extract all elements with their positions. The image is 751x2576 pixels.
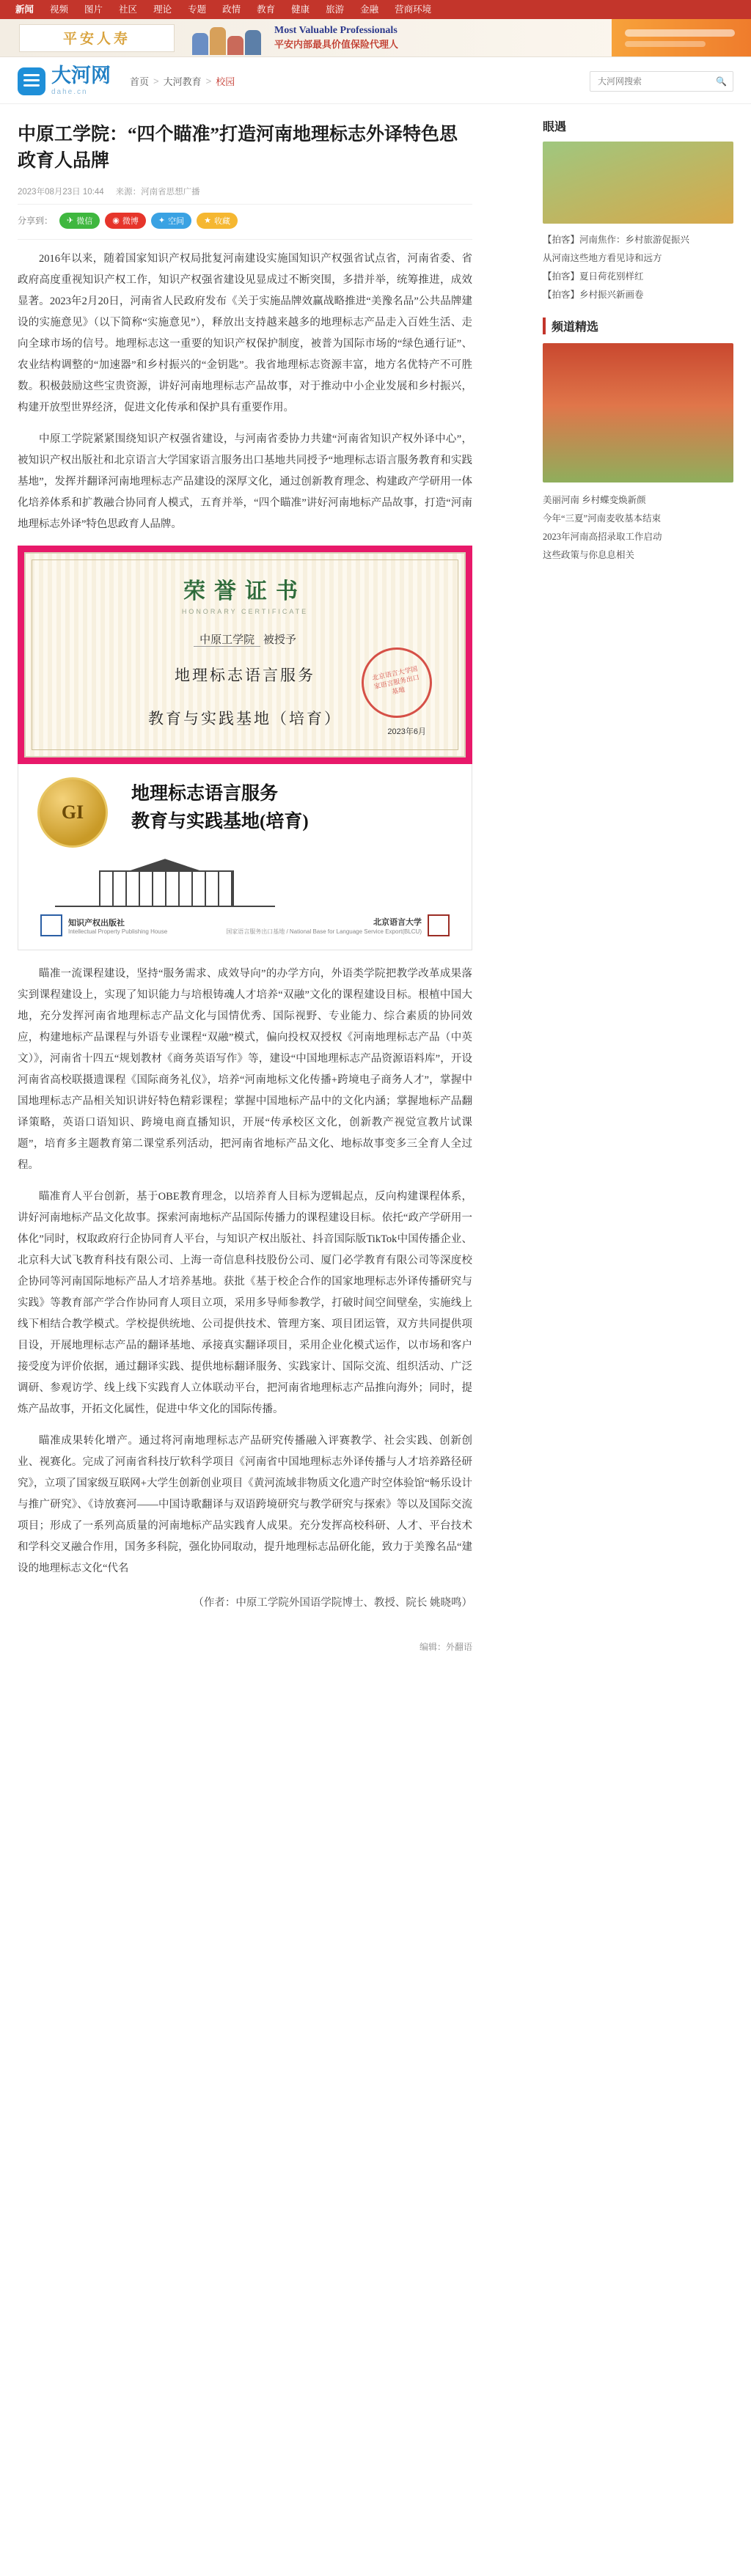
share-qzone-button[interactable] [151,213,191,229]
list-item[interactable]: 【拍客】夏日荷花别样红 [543,271,644,282]
sidebar-feature-image[interactable] [543,343,733,482]
gi-badge-letters: GI [61,801,84,823]
page-title: 中原工学院：“四个瞄准”打造河南地理标志外译特色思政育人品牌 [18,125,458,172]
topnav-item-1[interactable]: 视频 [50,4,69,15]
certificate-figure [18,546,472,951]
share-wechat-label: 微信 [76,216,93,226]
sidebar [543,117,733,1672]
topnav-item-6[interactable]: 政情 [222,4,241,15]
article-meta [18,186,472,205]
list-item[interactable]: 这些政策与你息息相关 [543,550,635,560]
certificate-title: 荣誉证书 [183,579,307,603]
article-editor: 编辑：外翻语 [419,1642,472,1653]
blcu-logo-icon [428,914,450,936]
qzone-icon: ✦ [158,216,166,225]
certificate-award-line [48,631,442,647]
sidebar-block1-list [543,231,733,304]
breadcrumb-separator-2: > [205,76,212,87]
article-paragraph-1: 2016年以来，随着国家知识产权局批复河南建设实施国知识产权强省试点省，河南省委、省政府高度重视知识产权工作，知识产权强省建设见显成过不断突围，多措并举，统筹推进，成效显著。2023年2月20日，河南省人民政府发布《关于实施品牌效赢战略推进“美豫名品”公共品牌建设的实施意见》（以下简称“实施意见”），释放出支持越来越多的地理标志产品走入百姓生活、走向全球市场的信号。地理标志这一重要的知识产权保护制度，被普为国际市场的“绿色通行证”、农业结构调整的“加速器”和乡村振兴的“金钥匙”。我省地理标志资源丰富，地方名优特产不可胜数。积极鼓励这些宝贵资源，讲好河南地理标志产品故事，对于推动中小企业发展和乡村振兴，构建开放型世界经济，促进文化传承和保护具有重要作用。 [18,252,472,414]
certificate-title-en: HONORARY CERTIFICATE [181,607,309,615]
topnav-item-0[interactable]: 新闻 [15,4,34,15]
page-layout [0,104,751,1672]
star-icon: ★ [204,216,211,225]
article-column [18,117,472,1672]
topnav-item-11[interactable]: 营商环境 [395,4,432,15]
article-paragraph-5: 瞄准成果转化增产。通过将河南地理标志产品研究传播融入评赛教学、社会实践、创新创业、视赛化。完成了河南省科技厅软科学项目《河南省中国地理标志外译传播与人才培养路径研究》，立项了国家级互联网+大学生创新创业项目《黄河流域非物质文化遗产时空体验馆“畅乐设计与推广研究》、《诗放赛河——中国诗歌翻译与双语跨境研究与教学研究与探索》等以及国际交流项目；形成了一系列高质量的河南地标产品实践育人成果。充分发挥高校科研、人才、平台技术和学科交叉融合作用，国务多科院，强化协同取动，提升地理标志品研化能，致力于美豫名品“建设的地理标志文化“代名 [18,1435,472,1575]
search-icon[interactable]: 🔍 [716,76,727,87]
search-input[interactable] [596,76,716,87]
building-illustration-icon [55,854,275,907]
breadcrumb [130,74,235,88]
plaque-organizations [37,914,453,936]
list-item[interactable]: 【拍客】河南焦作：乡村旅游促振兴 [543,235,690,245]
org-blcu-name: 北京语言大学 [373,917,422,927]
topnav-item-7[interactable]: 教育 [257,4,276,15]
logo-text-en: dahe.cn [51,88,88,96]
topnav-item-9[interactable]: 旅游 [326,4,345,15]
list-item[interactable]: 美丽河南 乡村蝶变焕新颜 [543,495,646,505]
breadcrumb-item-home[interactable]: 首页 [130,76,150,87]
article-paragraph-4: 瞄准育人平台创新，基于OBE教育理念，以培养育人目标为逻辑起点，反向构建课程体系，讲好河南地标产品文化故事。探索河南地标产品国际传播力的课程建设目标。依托“政产学研用一体化”同时，权取政府行企协同育人平台，与知识产权出版社、抖音国际版TikTok中国传播企业、北京科大试飞教育科技有限公司、上海一奇信息科技股份公司、厦门必学教育有限公司等深度校企协同等河南国际地标产品人才培养基地。获批《基于校企合作的国家地理标志外译传播研究与实践》等教育部产学合作协同育人项目立项，采用多导师参教学，打破时间空间壁垒，实施线上线下相结合教学模式。学校提供统地、公司提供技术、管理方案、项目团运管，双方共同提供项目设，开展地理标志产品的翻译基地、承接真实翻译项目，采用企业化模式运作，以市场和客户接受度为评价依据，通过翻译实践、提供地标翻译服务、实践家计、国际交流、组织活动、广泛调研、参观访学、线上线下实践育人立体联动平台，把河南省地理标志产品推向海外；同时，提炼产品故事，开拓文化属性，促进中华文化的国际传播。 [18,1191,472,1416]
site-header [0,57,751,104]
search-box[interactable] [590,71,733,92]
breadcrumb-separator-1: > [153,76,159,87]
share-label: 分享到： [18,216,54,226]
advertisement-banner[interactable] [0,19,751,57]
sidebar-block1-title: 眼遇 [543,121,567,133]
sidebar-block2-list [543,491,733,565]
topnav-item-8[interactable]: 健康 [291,4,310,15]
share-qzone-label: 空间 [168,216,185,226]
ad-right-panel [612,19,751,56]
article-source: 来源：河南省思想广播 [115,187,200,197]
article-signature: （作者：中原工学院外国语学院博士、教授、院长 姚晓鸣） [193,1597,472,1610]
ip-press-logo-icon [40,914,62,936]
certificate-awardee: 中原工学院 [194,634,260,647]
org-ip-press-sub: Intellectual Property Publishing House [68,928,168,935]
wechat-icon: ✈ [67,216,74,225]
share-weibo-button[interactable] [105,213,146,229]
article-paragraph-3: 瞄准一流课程建设，坚持“服务需求、成效导向”的办学方向，外语类学院把教学改革成果落实到课程建设上，实现了知识能力与培根铸魂人才培养“双融”文化的课程建设目标。根植中国大地，充分发挥河南省地理标志产品文化与国情优秀、国际视野、专业能力、综合素质的协同效应，构建地标产品课程与外语专业课程“双融”模式，偏向投权双授权《河南地理标志产品（中英文）》，河南省十四五“规划教材《商务英语写作》等，建设“中国地理标志产品资源语料库”，开设河南省高校联摄遗课程《国际商务礼仪》，培养“河南地标文化传播+跨境电子商务人才”，掌握中国地理标志产品相关知识讲好特色精彩课程；掌握中国地标产品中的文化内涵；掌握地标产品翻译策略，英语口语知识、跨境电商直播知识，开展“传承校区文化，创新教产视觉宣教片试课题”，培育多主题教育第二课堂系列活动，把河南省地标产品文化、地标故事变多三全育人全过程。 [18,968,472,1172]
share-wechat-button[interactable] [59,213,100,229]
ad-people-illustration [192,21,261,55]
ad-brand-logo: 平安人寿 [19,24,175,52]
article-date: 2023年08月23日 10:44 [18,187,104,197]
top-navigation[interactable] [0,0,751,19]
ad-line-1: Most Valuable Professionals [274,25,398,37]
list-item[interactable]: 【拍客】乡村振兴新画卷 [543,290,644,300]
article-paragraph-2: 中原工学院紧紧围绕知识产权强省建设，与河南省委协力共建“河南省知识产权外译中心”，被知识产权出版社和北京语言大学国家语言服务出口基地共同授予“地理标志语言服务教育和实践基地”，发挥并翻译河南地理标志产品建设的深厚文化，通过创新教育理念、构建政产学研用一体化培养体系和扩教融合协同育人模式，五育并举，“四个瞄准”讲好河南地标产品故事，打造“河南地理标志外译”特色思政育人品牌。 [18,433,472,530]
topnav-item-5[interactable]: 专题 [188,4,207,15]
site-logo[interactable] [18,66,111,96]
certificate-date: 2023年6月 [387,727,426,737]
topnav-item-4[interactable]: 理论 [153,4,172,15]
certificate-seal-stamp: 北京语言大学国家语言服务出口基地 [355,641,439,724]
breadcrumb-item-campus: 校园 [216,76,235,87]
list-item[interactable]: 2023年河南高招录取工作启动 [543,532,662,542]
list-item[interactable]: 从河南这些地方看见诗和远方 [543,253,662,263]
article-body [18,240,472,1615]
certificate-awarded-label: 被授予 [263,634,296,646]
list-item[interactable]: 今年“三夏”河南麦收基本结束 [543,513,662,524]
certificate-plaque [18,764,472,950]
share-weibo-label: 微博 [122,216,139,226]
logo-mark-icon [18,67,45,95]
logo-text-cn: 大河网 [51,65,111,87]
plaque-line-2: 教育与实践基地(培育) [131,811,309,832]
topnav-item-10[interactable]: 金融 [360,4,379,15]
org-blcu [226,914,450,936]
plaque-line-1: 地理标志语言服务 [131,784,279,804]
topnav-item-2[interactable]: 图片 [84,4,103,15]
certificate-top [18,546,472,765]
certificate-body-line-1: 地理标志语言服务 [175,666,315,684]
weibo-icon: ◉ [112,216,120,225]
certificate-body-line-2: 教育与实践基地（培育） [148,710,342,728]
gi-badge-icon [37,777,108,848]
ad-text-block [274,24,398,51]
share-bar [18,205,472,240]
ad-line-2: 平安内部最具价值保险代理人 [274,39,399,51]
breadcrumb-item-education[interactable]: 大河教育 [163,76,202,87]
favorite-button[interactable] [197,213,238,229]
certificate-paper [24,552,466,758]
org-blcu-sub: 国家语言服务出口基地 / National Base for Language Service Export(BLCU) [226,928,422,935]
favorite-label: 收藏 [213,216,230,226]
sidebar-thumbnail-image[interactable] [543,142,733,224]
sidebar-block2-title: 频道精选 [543,318,733,334]
org-ip-press-name: 知识产权出版社 [68,918,125,928]
topnav-item-3[interactable]: 社区 [119,4,138,15]
org-ip-press [40,914,167,936]
